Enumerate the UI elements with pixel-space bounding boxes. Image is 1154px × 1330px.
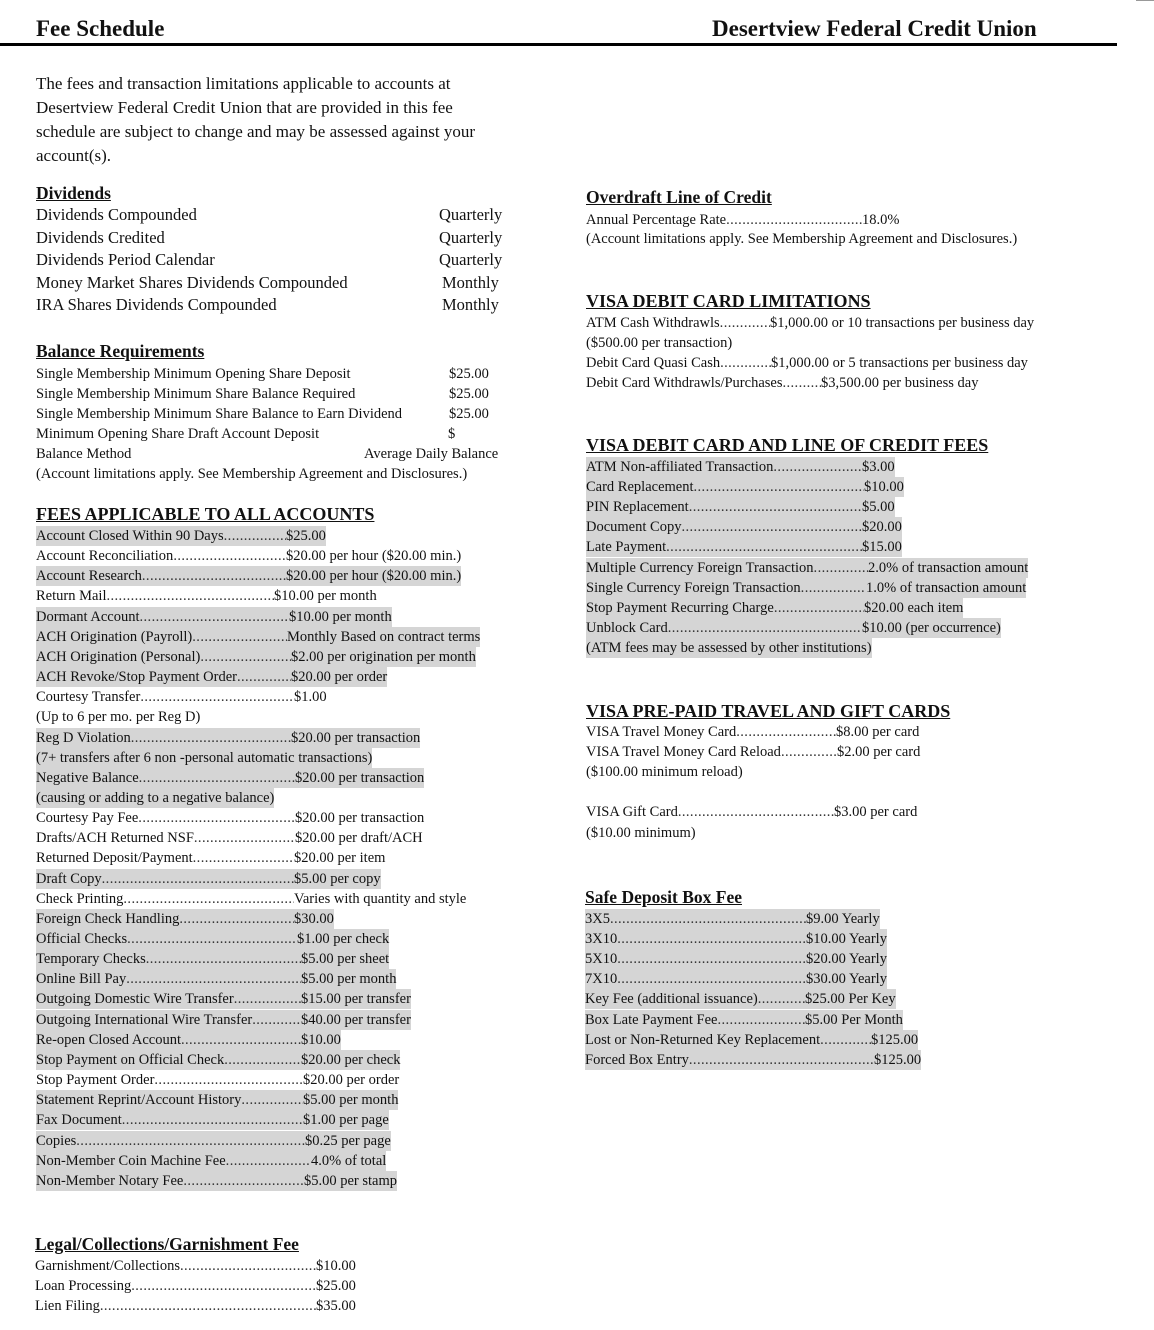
fees-all-leader: [123, 889, 294, 909]
visa-fees-label: Card Replacement: [586, 479, 694, 496]
balance-title: Balance Requirements: [36, 341, 205, 361]
visa-fees-value: $20.00 each item: [864, 599, 964, 616]
legal-row: [35, 1276, 356, 1296]
prepaid-row: [586, 802, 917, 822]
fees-all-leader: [139, 768, 295, 788]
balance-note: (Account limitations apply. See Membership Agreement and Disclosures.): [36, 466, 468, 482]
visa-fees-value: $15.00: [862, 539, 902, 556]
safe-box-row: [585, 949, 887, 969]
balance-label: Single Membership Minimum Share Balance to Earn Dividend: [36, 406, 403, 422]
fees-all-row: [36, 989, 411, 1009]
fees-all-label: Check Printing: [36, 890, 124, 907]
fees-all-label: ACH Origination (Payroll): [36, 628, 193, 645]
balance-value: $: [448, 426, 456, 442]
prepaid-row: [586, 742, 920, 762]
visa-fees-label: Multiple Currency Foreign Transaction: [586, 559, 814, 576]
safe-box-row: [585, 969, 887, 989]
dividends-title: Dividends: [36, 183, 111, 203]
safe-box-label: 3X5: [585, 911, 610, 927]
visa-fees-label: Single Currency Foreign Transaction: [586, 579, 801, 596]
visa-fees-label: PIN Replacement: [586, 499, 689, 516]
fees-all-leader: [224, 526, 286, 546]
fees-all-label: Re-open Closed Account: [36, 1031, 181, 1048]
fees-all-label: (Up to 6 per mo. per Reg D): [36, 709, 201, 726]
dividend-row: [36, 227, 503, 249]
visa-fees-leader: [666, 537, 862, 557]
fees-all-value: 4.0% of total: [311, 1152, 387, 1169]
fees-all-value: $20.00 per transaction: [291, 729, 421, 746]
fees-all-value: $20.00 per transaction: [295, 769, 425, 786]
fees-all-label: Outgoing International Wire Transfer: [36, 1011, 253, 1028]
safe-box-leader: [689, 1050, 874, 1070]
fees-all-title: FEES APPLICABLE TO ALL ACCOUNTS: [36, 504, 375, 524]
visa-fees-leader: [801, 578, 866, 598]
overdraft-title: Overdraft Line of Credit: [586, 187, 772, 207]
fees-all-label: Courtesy Pay Fee: [36, 810, 139, 827]
fees-all-value: $5.00 per copy: [294, 870, 381, 887]
safe-box-value: $125.00: [874, 1051, 922, 1068]
legal-leader: [131, 1276, 316, 1296]
prepaid-label: VISA Gift Card: [586, 804, 678, 820]
visa-fees-label: (ATM fees may be assessed by other institutions): [586, 639, 872, 656]
fees-all-value: $0.25 per page: [305, 1132, 391, 1149]
fees-all-value: $2.00 per origination per month: [291, 648, 476, 665]
visa-fees-value: $10.00: [864, 479, 904, 496]
fees-all-value: $5.00 per sheet: [301, 951, 390, 968]
safe-box-row: [585, 1050, 921, 1070]
fees-all-value: $20.00 per order: [303, 1072, 400, 1089]
safe-box-leader: [617, 969, 806, 989]
fees-all-leader: [122, 1110, 303, 1130]
safe-box-row: [585, 1010, 903, 1030]
dividend-value: Monthly: [442, 272, 499, 292]
dividend-label: Dividends Period Calendar: [36, 250, 215, 269]
safe-box-value: $30.00 Yearly: [806, 971, 887, 988]
fees-all-leader: [106, 586, 274, 606]
fees-all-leader: [140, 687, 294, 707]
fees-all-row: [36, 748, 372, 768]
fees-all-label: Official Checks: [36, 931, 128, 947]
fees-all-label: Stop Payment Order: [36, 1072, 155, 1089]
organization-name: Desertview Federal Credit Union: [712, 16, 1037, 41]
visa-fees-value: $3.00: [862, 459, 895, 475]
fees-all-row: [36, 546, 461, 566]
fees-all-row: [36, 1070, 399, 1090]
fees-all-value: $1.00: [294, 689, 327, 706]
corner-mark: [1136, 0, 1154, 1]
dividend-value: Monthly: [442, 295, 499, 314]
fees-all-row: [36, 1090, 398, 1110]
balance-label: Single Membership Minimum Opening Share Deposit: [36, 366, 351, 382]
fees-all-value: $15.00 per transfer: [301, 991, 411, 1008]
safe-box-label: Key Fee (additional issuance): [585, 991, 758, 1008]
safe-box-label: Forced Box Entry: [585, 1051, 689, 1068]
safe-box-leader: [717, 1010, 805, 1030]
visa-limits-row: [586, 313, 1034, 333]
safe-box-value: $20.00 Yearly: [806, 951, 887, 968]
visa-fees-leader: [681, 517, 862, 537]
dividend-label: Dividends Credited: [36, 227, 165, 247]
legal-title: Legal/Collections/Garnishment Fee: [35, 1234, 299, 1254]
fees-all-label: Return Mail: [36, 588, 107, 605]
balance-value: $25.00: [449, 406, 489, 422]
fees-all-label: Dormant Account: [36, 608, 140, 625]
fees-all-value: $40.00 per transfer: [301, 1011, 411, 1028]
fees-all-leader: [194, 828, 295, 848]
fees-all-label: Account Closed Within 90 Days: [36, 528, 224, 544]
fees-all-leader: [140, 607, 290, 627]
visa-fees-label: Unblock Card: [586, 619, 668, 636]
overdraft-label: Annual Percentage Rate: [586, 212, 727, 228]
fees-all-label: Returned Deposit/Payment: [36, 850, 193, 867]
legal-value: $10.00: [316, 1258, 356, 1274]
visa-limits-label: ATM Cash Withdrawls: [586, 315, 720, 331]
page-title: Fee Schedule: [36, 16, 165, 41]
balance-value: Average Daily Balance: [364, 446, 499, 462]
fees-all-row: [36, 1030, 341, 1050]
overdraft-row: [586, 210, 899, 230]
fees-all-value: $20.00 per hour ($20.00 min.): [286, 568, 462, 585]
visa-limits-row: [586, 373, 978, 393]
fees-all-label: Non-Member Coin Machine Fee: [36, 1152, 226, 1169]
legal-leader: [180, 1256, 316, 1276]
visa-limits-row: [586, 333, 732, 353]
fees-all-label: Account Research: [36, 568, 142, 585]
visa-fees-value: 1.0% of transaction amount: [866, 579, 1027, 596]
balance-label: Balance Method: [36, 446, 132, 462]
fees-all-row: [36, 969, 396, 989]
fees-all-leader: [200, 647, 291, 667]
visa-fees-row: [586, 578, 1026, 598]
fees-all-leader: [142, 566, 286, 586]
visa-fees-value: $20.00: [862, 519, 902, 536]
fees-all-label: Copies: [36, 1132, 77, 1149]
fees-all-leader: [226, 1151, 311, 1171]
visa-limits-label: Debit Card Withdrawls/Purchases: [586, 375, 783, 391]
prepaid-label: VISA Travel Money Card: [586, 724, 737, 740]
fees-all-leader: [192, 627, 287, 647]
dividend-row: [36, 249, 503, 271]
legal-label: Loan Processing: [35, 1278, 132, 1294]
visa-fees-row: [586, 457, 895, 477]
fees-all-value: $20.00 per check: [301, 1051, 401, 1068]
legal-row: [35, 1296, 356, 1316]
intro-paragraph: The fees and transaction limitations applicable to accounts at Desertview Federal Credit Union that are provided in this fee schedule are subject to change and may be assessed against your account(s).: [36, 74, 476, 165]
fees-all-value: $20.00 per draft/ACH: [295, 830, 423, 847]
safe-box-leader: [758, 989, 805, 1009]
safe-box-value: $25.00 Per Key: [805, 991, 896, 1008]
visa-fees-title: VISA DEBIT CARD AND LINE OF CREDIT FEES: [586, 435, 989, 455]
overdraft-value: 18.0%: [862, 212, 900, 228]
fees-all-value: $5.00 per month: [303, 1092, 399, 1109]
legal-leader: [100, 1296, 316, 1316]
visa-fees-value: $5.00: [862, 499, 895, 516]
dividend-value: Quarterly: [439, 250, 503, 269]
fees-all-row: [36, 929, 389, 949]
safe-box-title: Safe Deposit Box Fee: [585, 887, 742, 907]
visa-fees-row: [586, 638, 872, 658]
fees-all-label: Drafts/ACH Returned NSF: [36, 830, 194, 847]
fees-all-label: Outgoing Domestic Wire Transfer: [36, 991, 234, 1008]
prepaid-leader: [736, 722, 836, 742]
fees-all-row: [36, 1010, 411, 1030]
visa-fees-leader: [689, 497, 862, 517]
legal-label: Garnishment/Collections: [35, 1258, 180, 1274]
visa-fees-row: [586, 558, 1028, 578]
fees-all-leader: [173, 546, 286, 566]
balance-value: $25.00: [449, 386, 489, 402]
dividend-row: [36, 294, 499, 316]
safe-box-leader: [617, 949, 806, 969]
fees-all-leader: [237, 667, 291, 687]
fees-all-row: [36, 869, 381, 889]
fees-all-row: [36, 788, 274, 808]
fees-all-leader: [138, 808, 295, 828]
fees-all-label: Stop Payment on Official Check: [36, 1051, 225, 1068]
visa-fees-label: Document Copy: [586, 519, 682, 536]
dividend-row: [36, 204, 503, 226]
prepaid-value: $8.00 per card: [836, 724, 920, 740]
dividend-label: Money Market Shares Dividends Compounded: [36, 272, 348, 292]
visa-fees-value: $10.00 (per occurrence): [862, 619, 1001, 636]
balance-label: Single Membership Minimum Share Balance Required: [36, 386, 356, 402]
fees-all-row: [36, 627, 480, 647]
fees-all-leader: [179, 909, 294, 929]
fees-all-value: $10.00: [301, 1031, 341, 1048]
safe-box-label: Lost or Non-Returned Key Replacement: [585, 1031, 821, 1048]
fees-all-label: (causing or adding to a negative balance): [36, 789, 275, 806]
fees-all-row: [36, 848, 385, 868]
fees-all-row: [36, 566, 461, 586]
fees-all-leader: [126, 969, 301, 989]
fees-all-label: Courtesy Transfer: [36, 689, 141, 706]
fees-all-value: Varies with quantity and style: [294, 890, 467, 907]
visa-fees-label: Stop Payment Recurring Charge: [586, 599, 774, 616]
visa-limits-row: [586, 353, 1028, 373]
safe-box-row: [585, 929, 887, 949]
fees-all-value: $25.00: [286, 528, 326, 544]
fees-all-value: $20.00 per transaction: [295, 810, 425, 827]
fees-all-row: [36, 586, 377, 606]
overdraft-leader: [726, 210, 862, 230]
balance-value: $25.00: [449, 366, 489, 382]
fees-all-leader: [131, 728, 291, 748]
safe-box-row: [585, 1030, 918, 1050]
fees-all-value: $10.00 per month: [289, 608, 392, 625]
fees-all-label: Fax Document: [36, 1112, 122, 1129]
prepaid-value: $2.00 per card: [837, 744, 921, 760]
legal-value: $25.00: [316, 1278, 356, 1294]
overdraft-note: (Account limitations apply. See Membership Agreement and Disclosures.): [586, 231, 1018, 247]
fees-all-label: Negative Balance: [36, 769, 139, 786]
safe-box-leader: [610, 909, 806, 929]
dividend-label: IRA Shares Dividends Compounded: [36, 295, 277, 314]
visa-fees-row: [586, 618, 1001, 638]
fees-all-row: [36, 909, 334, 929]
safe-box-label: Box Late Payment Fee: [585, 1011, 718, 1028]
fees-all-row: [36, 1050, 400, 1070]
fees-all-row: [36, 828, 423, 848]
prepaid-label: VISA Travel Money Card Reload: [586, 744, 781, 760]
visa-fees-label: Late Payment: [586, 539, 667, 556]
prepaid-value: $3.00 per card: [834, 804, 918, 820]
fees-all-row: [36, 768, 424, 788]
fees-all-label: Foreign Check Handling: [36, 910, 180, 927]
fees-all-row: [36, 607, 392, 627]
dividend-label: Dividends Compounded: [36, 205, 197, 224]
prepaid-label: ($10.00 minimum): [586, 825, 696, 841]
legal-label: Lien Filing: [35, 1298, 100, 1314]
fees-all-leader: [102, 869, 294, 889]
fees-all-leader: [252, 1010, 301, 1030]
prepaid-row: [586, 762, 743, 782]
visa-fees-leader: [814, 558, 868, 578]
fees-all-leader: [224, 1050, 301, 1070]
fees-all-leader: [146, 949, 301, 969]
fees-all-value: $5.00 per month: [301, 971, 397, 988]
fees-all-row: [36, 647, 476, 667]
fees-all-row: [36, 707, 200, 727]
safe-box-row: [585, 989, 896, 1009]
fees-all-label: Temporary Checks: [36, 951, 146, 968]
fees-all-value: Monthly Based on contract terms: [287, 628, 481, 645]
visa-fees-row: [586, 517, 902, 537]
fees-all-leader: [181, 1030, 301, 1050]
fees-all-label: Reg D Violation: [36, 729, 131, 746]
fees-all-leader: [76, 1131, 305, 1151]
dividend-value: Quarterly: [439, 205, 503, 224]
visa-limits-leader: [720, 353, 771, 373]
fees-all-value: $20.00 per hour ($20.00 min.): [286, 548, 462, 565]
safe-box-leader: [820, 1030, 871, 1050]
fees-all-value: $30.00: [294, 910, 334, 927]
prepaid-row: [586, 823, 696, 843]
visa-fees-leader: [668, 618, 862, 638]
visa-fees-value: 2.0% of transaction amount: [868, 559, 1029, 576]
fees-all-row: [36, 1131, 391, 1151]
safe-box-label: 5X10: [585, 951, 618, 968]
fees-all-row: [36, 667, 387, 687]
visa-limits-value: $1,000.00 or 5 transactions per business day: [771, 355, 1028, 371]
fees-all-leader: [234, 989, 301, 1009]
safe-box-leader: [617, 929, 806, 949]
visa-fees-row: [586, 497, 895, 517]
fees-all-leader: [154, 1070, 303, 1090]
prepaid-leader: [678, 802, 834, 822]
fees-all-label: ACH Revoke/Stop Payment Order: [36, 669, 237, 686]
safe-box-value: $10.00 Yearly: [806, 931, 887, 948]
visa-limits-value: $3,500.00 per business day: [821, 375, 979, 391]
prepaid-title: VISA PRE-PAID TRAVEL AND GIFT CARDS: [586, 701, 951, 721]
safe-box-row: [585, 909, 880, 929]
fees-all-row: [36, 526, 326, 546]
fees-all-value: $20.00 per order: [291, 669, 388, 686]
fees-all-label: Non-Member Notary Fee: [36, 1172, 184, 1189]
fees-all-value: $10.00 per month: [274, 588, 377, 605]
fees-all-label: Statement Reprint/Account History: [36, 1092, 242, 1109]
safe-box-value: $9.00 Yearly: [806, 911, 880, 927]
fees-all-row: [36, 949, 389, 969]
fees-all-row: [36, 808, 424, 828]
visa-fees-row: [586, 537, 902, 557]
fees-all-row: [36, 687, 327, 707]
fees-all-value: $1.00 per page: [303, 1112, 389, 1129]
safe-box-label: 7X10: [585, 971, 618, 988]
fees-all-leader: [127, 929, 297, 949]
visa-fees-label: ATM Non-affiliated Transaction: [586, 459, 774, 475]
visa-limits-value: $1,000.00 or 10 transactions per business day: [770, 315, 1035, 331]
fees-all-label: (7+ transfers after 6 non -personal automatic transactions): [36, 749, 373, 766]
fees-all-leader: [183, 1171, 304, 1191]
visa-fees-leader: [694, 477, 865, 497]
fees-all-row: [36, 1110, 389, 1130]
visa-limits-label: Debit Card Quasi Cash: [586, 355, 721, 371]
visa-fees-leader: [774, 598, 864, 618]
fees-all-row: [36, 1151, 386, 1171]
balance-label: Minimum Opening Share Draft Account Deposit: [36, 426, 320, 442]
fees-all-label: ACH Origination (Personal): [36, 648, 201, 665]
visa-limits-label: ($500.00 per transaction): [586, 335, 733, 351]
visa-fees-leader: [773, 457, 862, 477]
fees-all-value: $20.00 per item: [294, 850, 386, 867]
dividend-value: Quarterly: [439, 227, 503, 247]
safe-box-value: $125.00: [871, 1031, 919, 1048]
visa-limits-title: VISA DEBIT CARD LIMITATIONS: [586, 291, 871, 311]
fees-all-label: Account Reconciliation: [36, 548, 174, 565]
safe-box-label: 3X10: [585, 931, 618, 948]
dividend-row: [36, 272, 499, 294]
safe-box-value: $5.00 Per Month: [805, 1011, 903, 1028]
fees-all-label: Draft Copy: [36, 870, 102, 887]
fees-all-value: $5.00 per stamp: [304, 1172, 398, 1189]
visa-limits-leader: [782, 373, 821, 393]
fees-all-row: [36, 728, 420, 748]
fees-all-leader: [241, 1090, 303, 1110]
visa-limits-leader: [720, 313, 770, 333]
prepaid-leader: [781, 742, 837, 762]
visa-fees-row: [586, 477, 904, 497]
prepaid-row: [586, 722, 919, 742]
legal-value: $35.00: [316, 1298, 356, 1314]
fees-all-label: Online Bill Pay: [36, 971, 127, 988]
visa-fees-row: [586, 598, 963, 618]
fees-all-row: [36, 889, 466, 909]
fees-all-leader: [193, 848, 294, 868]
legal-row: [35, 1256, 356, 1276]
fees-all-value: $1.00 per check: [297, 931, 390, 947]
prepaid-label: ($100.00 minimum reload): [586, 764, 743, 780]
header-rule: [0, 43, 1117, 46]
fees-all-row: [36, 1171, 397, 1191]
